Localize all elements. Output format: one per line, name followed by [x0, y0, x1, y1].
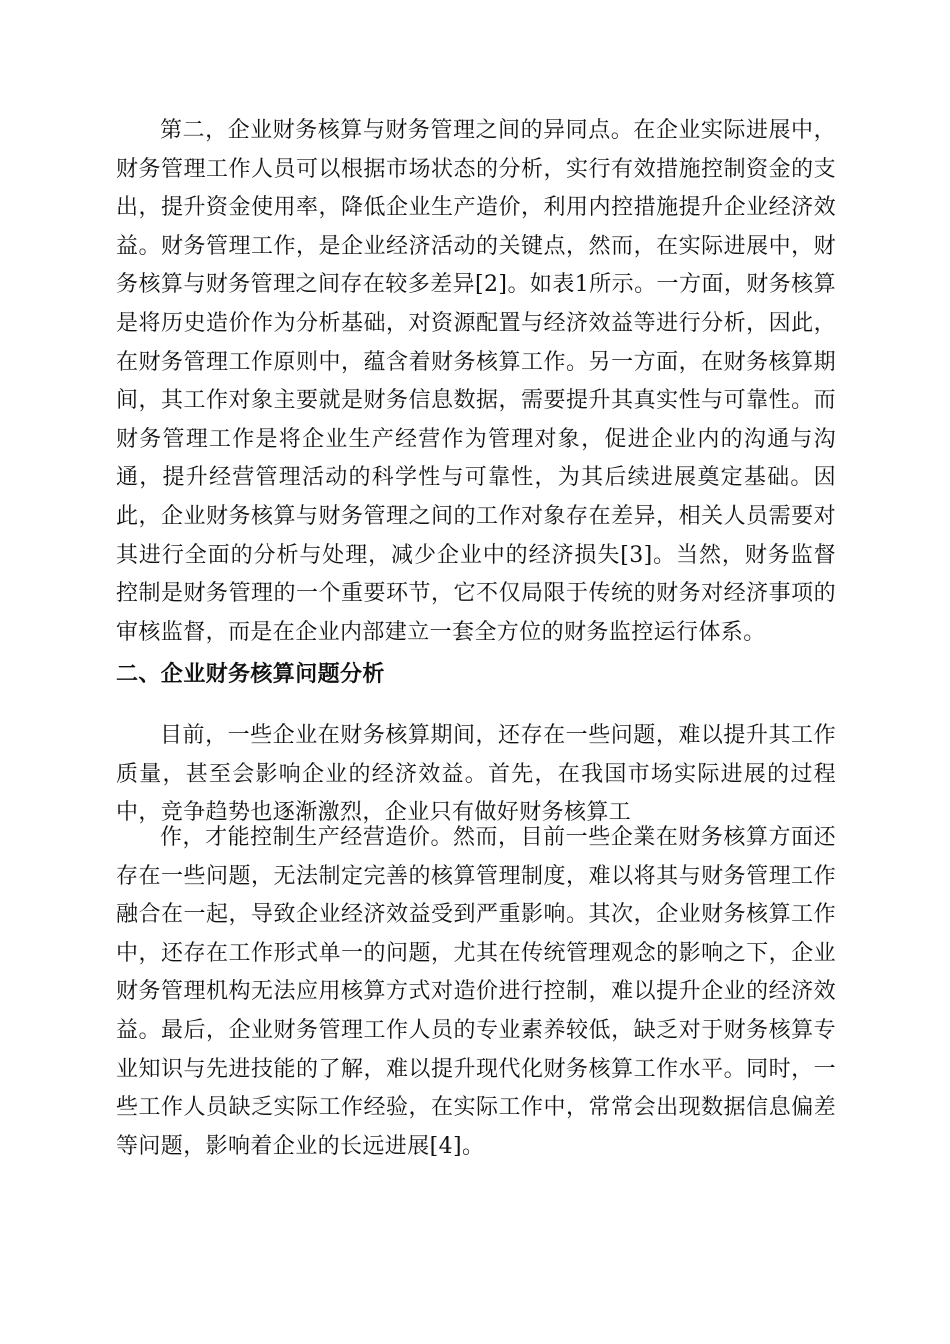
- paragraph-problems-intro: 目前，一些企业在财务核算期间，还存在一些问题，难以提升其工作质量，甚至会影响企业的经济效益。首先，在我国市场实际进展的过程中，竞争趋势也逐渐激烈，企业只有做好财务核算工: [116, 723, 836, 826]
- paragraph-problems-detail: 作，才能控制生产经营造价。然而，目前一些企業在财务核算方面还存在一些问题，无法制定完善的核算管理制度，难以将其与财务管理工作融合在一起，导致企业经济效益受到严重影响。其次，企业财务核算工作中，还存在工作形式单一的问题，尤其在传统管理观念的影响之下，企业财务管理机构无法应用核算方式对造价进行控制，难以提升企业的经济效益。最后，企业财务管理工作人员的专业素养较低，缺乏对于财务核算专业知识与先进技能的了解，难以提升现代化财务核算工作水平。同时，一些工作人员缺乏实际工作经验，在实际工作中，常常会出现数据信息偏差等问题，影响着企业的长远进展[4]。: [116, 825, 836, 1159]
- paragraph-differences: 第二，企业财务核算与财务管理之间的异同点。在企业实际进展中，财务管理工作人员可以根据市场状态的分析，实行有效措施控制资金的支出，提升资金使用率，降低企业生产造价，利用内控措施提升企业经济效益。财务管理工作，是企业经济活动的关键点，然而，在实际进展中，财务核算与财务管理之间存在较多差异[2]。如表1所示。一方面，财务核算是将历史造价作为分析基础，对资源配置与经济效益等进行分析，因此，在财务管理工作原则中，蕴含着财务核算工作。另一方面，在财务核算期间，其工作对象主要就是财务信息数据，需要提升其真实性与可靠性。而财务管理工作是将企业生产经营作为管理对象，促进企业内的沟通与沟通，提升经营管理活动的科学性与可靠性，为其后续进展奠定基础。因此，企业财务核算与财务管理之间的工作对象存在差异，相关人员需要对其进行全面的分析与处理，减少企业中的经济损失[3]。当然，财务监督控制是财务管理的一个重要环节，它不仅局限于传统的财务对经济事项的审核监督，而是在企业内部建立一套全方位的财务监控运行体系。: [116, 118, 836, 645]
- section-heading: 二、企业财务核算问题分析: [116, 662, 385, 687]
